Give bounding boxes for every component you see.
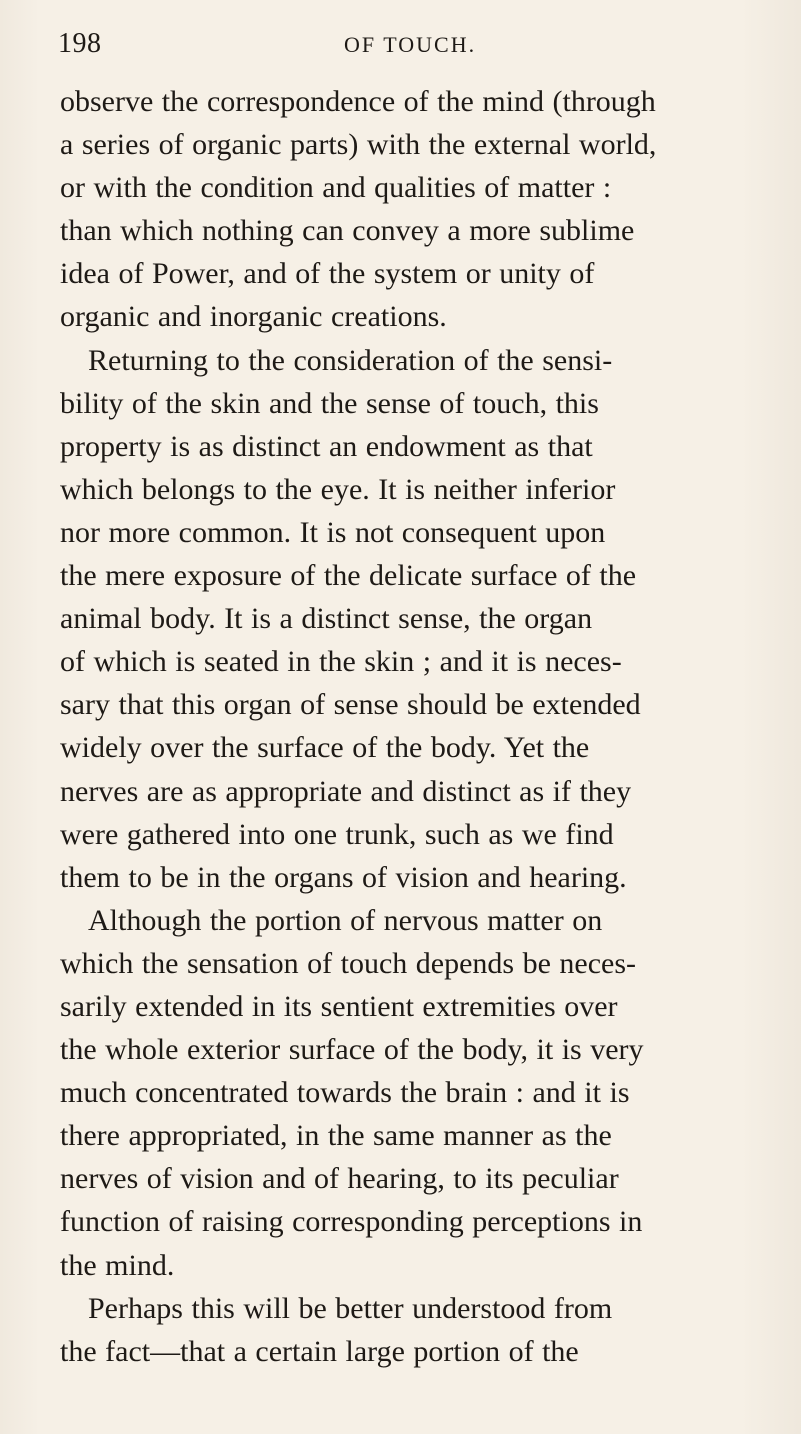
paragraph-start-line: Although the portion of nervous matter on	[88, 903, 603, 937]
paragraph-start-line: Returning to the consideration of the sensi-	[88, 343, 613, 377]
text-line: which the sensation of touch depends be neces-	[60, 946, 636, 980]
text-line: observe the correspondence of the mind (through	[60, 85, 656, 118]
text-line: the whole exterior surface of the body, it is very	[60, 1033, 644, 1067]
text-line: a series of organic parts) with the external world,	[60, 128, 657, 162]
text-line: idea of Power, and of the system or unity of	[60, 257, 595, 291]
text-line: than which nothing can convey a more sublime	[60, 214, 635, 248]
text-line: property is as distinct an endowment as that	[60, 429, 593, 463]
running-title: OF TOUCH.	[344, 32, 477, 57]
text-line: the mind.	[60, 1248, 175, 1282]
running-head	[58, 28, 758, 64]
text-line: were gathered into one trunk, such as we find	[60, 817, 614, 851]
text-line: sary that this organ of sense should be extended	[60, 688, 641, 722]
text-line: organic and inorganic creations.	[60, 300, 447, 334]
body-text	[60, 80, 796, 1373]
text-line: there appropriated, in the same manner as the	[60, 1119, 612, 1153]
text-line: which belongs to the eye. It is neither inferior	[60, 472, 616, 506]
text-line: function of raising corresponding perceptions in	[60, 1205, 643, 1239]
text-line: the mere exposure of the delicate surface of the	[60, 559, 637, 593]
text-line: much concentrated towards the brain : and it is	[60, 1076, 630, 1110]
text-line: bility of the skin and the sense of touch, this	[60, 386, 599, 420]
text-line: nerves are as appropriate and distinct as if they	[60, 774, 632, 808]
text-line: or with the condition and qualities of matter :	[60, 171, 612, 205]
text-line: sarily extended in its sentient extremities over	[60, 989, 618, 1023]
text-line: nor more common. It is not consequent upon	[60, 515, 606, 549]
text-line: of which is seated in the skin ; and it is neces-	[60, 645, 622, 679]
page-number: 198	[58, 28, 102, 59]
paragraph-start-line: Perhaps this will be better understood from	[88, 1291, 613, 1325]
text-line: widely over the surface of the body. Yet the	[60, 731, 590, 765]
text-line: animal body. It is a distinct sense, the organ	[60, 602, 593, 636]
text-line: nerves of vision and of hearing, to its peculiar	[60, 1162, 619, 1196]
text-line: the fact—that a certain large portion of the	[60, 1334, 579, 1368]
text-line: them to be in the organs of vision and hearing.	[60, 860, 627, 894]
